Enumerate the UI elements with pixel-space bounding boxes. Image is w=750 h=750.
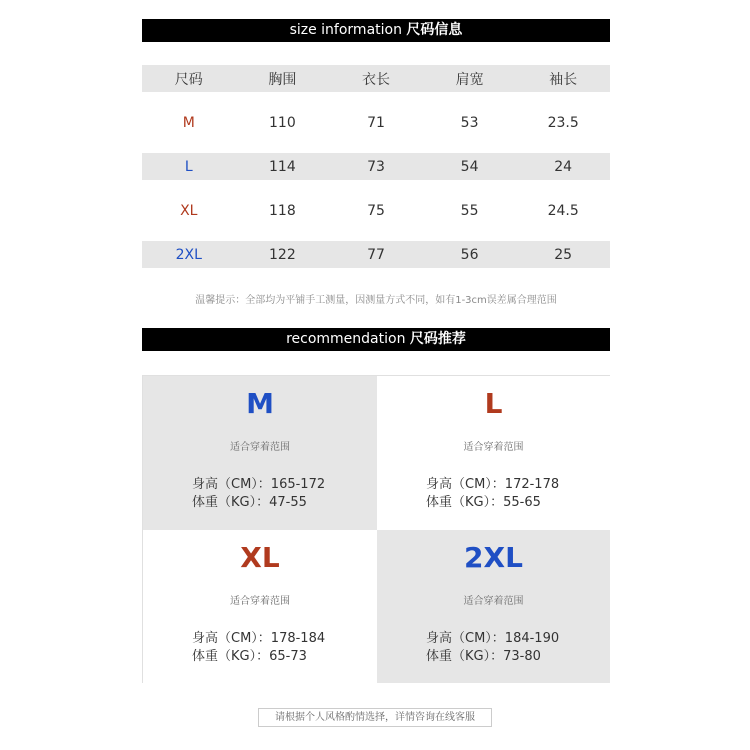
card-subtitle: 适合穿着范围 — [230, 596, 290, 607]
card-subtitle: 适合穿着范围 — [463, 596, 524, 607]
row-shoulder-value: 55 — [460, 202, 479, 219]
size-information-header — [142, 19, 610, 42]
row-sleeve-value: 24 — [554, 158, 573, 175]
header-cell-length: 衣长 — [361, 71, 390, 88]
customer-service-note: 请根据个人风格酌情选择，详情咨询在线客服 — [258, 708, 492, 727]
card-size-label: M — [246, 387, 274, 420]
card-height-range: 身高（CM）：178-184 — [192, 631, 326, 646]
table-row — [142, 153, 610, 180]
card-subtitle: 适合穿着范围 — [230, 442, 290, 453]
recommendation-card-m — [143, 376, 377, 530]
recommendation-card-2xl — [377, 530, 610, 683]
row-chest-value: 110 — [269, 114, 296, 131]
table-row — [142, 241, 610, 268]
recommendation-header — [142, 328, 610, 351]
card-weight-range: 体重（KG）：47-55 — [192, 495, 307, 510]
row-length-value: 71 — [367, 114, 385, 131]
size-information-title-cn: 尺码信息 — [406, 22, 463, 38]
header-cell-sleeve: 袖长 — [549, 71, 578, 88]
row-size-label: M — [182, 114, 195, 131]
recommendation-card-xl — [143, 530, 377, 683]
card-weight-range: 体重（KG）：55-65 — [426, 495, 541, 510]
header-cell-shoulder: 肩宽 — [455, 71, 484, 88]
row-shoulder-value: 56 — [460, 246, 479, 263]
size-table-header-row — [142, 65, 610, 92]
row-chest-value: 122 — [269, 246, 296, 263]
card-weight-range: 体重（KG）：73-80 — [426, 649, 541, 664]
row-size-label: 2XL — [175, 246, 202, 263]
header-cell-size: 尺码 — [174, 71, 203, 88]
card-height-range: 身高（CM）：172-178 — [426, 477, 560, 492]
size-information-title-en: size information — [289, 22, 402, 38]
card-height-range: 身高（CM）：184-190 — [426, 631, 560, 646]
row-sleeve-value: 23.5 — [547, 114, 579, 131]
size-table — [142, 65, 610, 268]
table-row — [142, 92, 610, 153]
recommendation-grid — [142, 375, 610, 683]
row-length-value: 77 — [367, 246, 385, 263]
row-size-label: L — [184, 158, 193, 175]
recommendation-card-l — [377, 376, 610, 530]
row-chest-value: 114 — [269, 158, 296, 175]
row-length-value: 75 — [367, 202, 385, 219]
row-sleeve-value: 24.5 — [547, 202, 579, 219]
card-size-label: L — [484, 387, 503, 420]
recommendation-title-cn: 尺码推荐 — [409, 331, 466, 347]
row-sleeve-value: 25 — [554, 246, 573, 263]
card-size-label: 2XL — [464, 541, 523, 574]
row-shoulder-value: 54 — [460, 158, 479, 175]
recommendation-title-en: recommendation — [286, 331, 406, 347]
row-shoulder-value: 53 — [460, 114, 479, 131]
table-row — [142, 180, 610, 241]
row-chest-value: 118 — [269, 202, 296, 219]
measurement-note: 温馨提示：全部均为平铺手工测量，因测量方式不同，如有1-3cm误差属合理范围 — [195, 295, 557, 306]
header-cell-chest: 胸围 — [268, 71, 297, 88]
row-size-label: XL — [180, 202, 198, 219]
card-subtitle: 适合穿着范围 — [463, 442, 524, 453]
card-size-label: XL — [240, 541, 280, 574]
card-weight-range: 体重（KG）：65-73 — [192, 649, 307, 664]
card-height-range: 身高（CM）：165-172 — [192, 477, 326, 492]
row-length-value: 73 — [367, 158, 385, 175]
